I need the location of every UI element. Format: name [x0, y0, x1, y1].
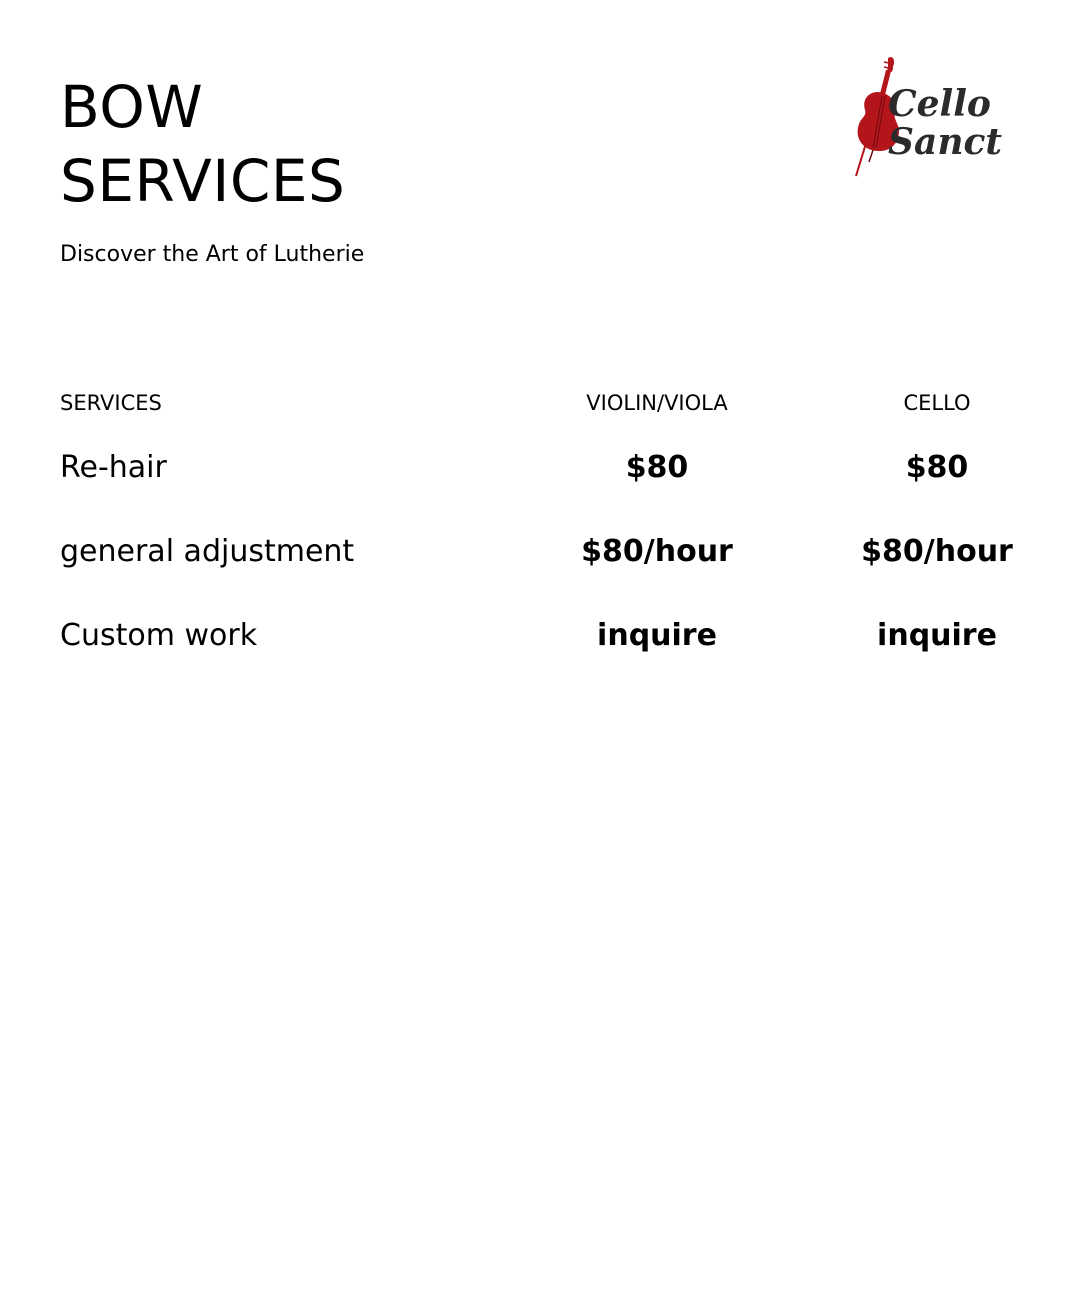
page-title-line-1: BOW	[60, 73, 204, 141]
price-violin-viola-rehair: $80	[625, 450, 689, 485]
price-violin-viola-custom-work: inquire	[597, 618, 717, 653]
price-cello-custom-work: inquire	[877, 618, 997, 653]
page-subtitle: Discover the Art of Lutherie	[60, 242, 365, 267]
service-name-general-adjustment: general adjustment	[60, 534, 355, 569]
price-violin-viola-general-adjustment: $80/hour	[581, 534, 733, 569]
price-cello-rehair: $80	[905, 450, 969, 485]
cello-sanct-logo	[842, 52, 1003, 182]
service-name-custom-work: Custom work	[60, 618, 258, 653]
page-title	[60, 70, 345, 218]
page-title-line-2: SERVICES	[60, 147, 346, 215]
service-name-rehair: Re-hair	[60, 450, 167, 485]
column-header-violin-viola: VIOLIN/VIOLA	[586, 391, 728, 415]
logo-text-line-2: Sanct	[888, 121, 1003, 163]
column-header-services: SERVICES	[60, 391, 162, 415]
logo-text-line-1: Cello	[888, 83, 991, 125]
price-cello-general-adjustment: $80/hour	[861, 534, 1013, 569]
column-header-cello: CELLO	[903, 391, 971, 415]
